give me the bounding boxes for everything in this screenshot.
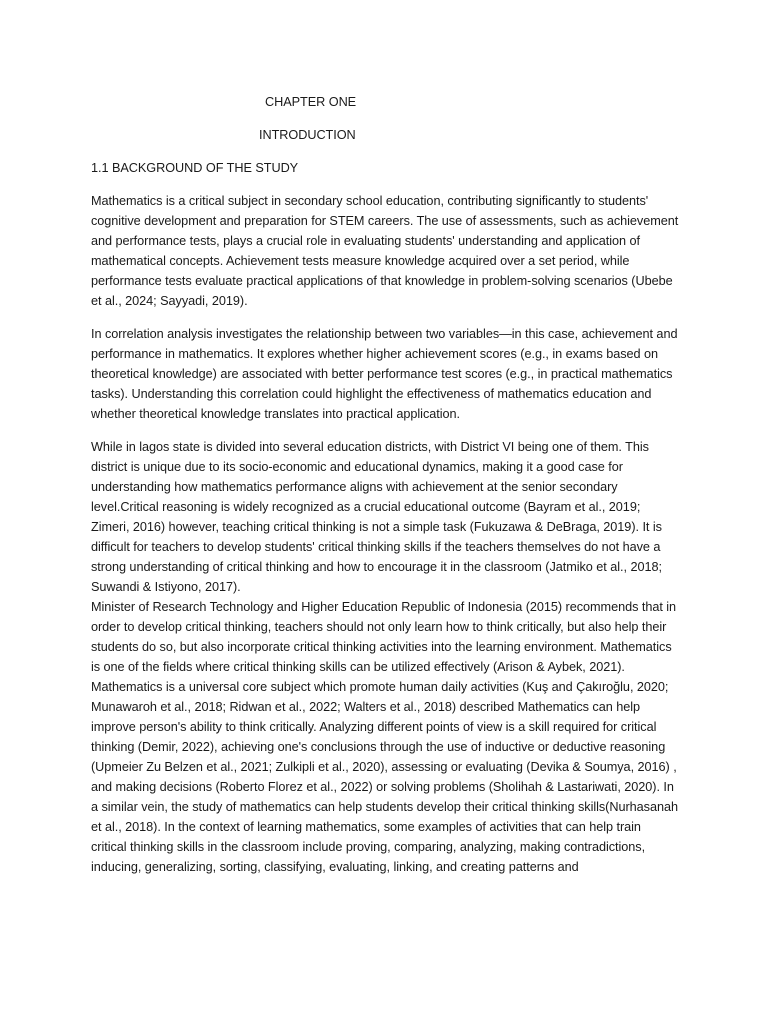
paragraph-mathematics-critical-thinking: Mathematics is a universal core subject which promote human daily activities (Kuş and Çakıroğlu, 2020; Munawaroh et al., 2018; Ridwan et al., 2022; Walters et al., 2018) described Mathematics can help improve person's ability to think critically. Analyzing different points of view is a skill required for critical thinking (Demir, 2022), achieving one's conclusions through the use of inductive or deductive reasoning (Upmeier Zu Belzen et al., 2021; Zulkipli et al., 2020), assessing or evaluating (Devika & Soumya, 2016) , and making decisions (Roberto Florez et al., 2022) or solving problems (Sholihah & Lastariwati, 2020). In a similar vein, the study of mathematics can help students develop their critical thinking skills(Nurhasanah et al., 2018). In the context of learning mathematics, some examples of activities that can help train critical thinking skills in the classroom include proving, comparing, analyzing, making contradictions, inducing, generalizing, sorting, classifying, evaluating, linking, and creating patterns and — [91, 680, 678, 874]
chapter-heading: CHAPTER ONE — [265, 95, 357, 109]
paragraph-minister: Minister of Research Technology and Higher Education Republic of Indonesia (2015) recommends that in order to develop critical thinking, teachers should not only learn how to think critically, but also help their students do so, but also incorporate critical thinking activities into the learning environment. Mathematics is one of the fields where critical thinking skills can be utilized effectively (Arison & Aybek, 2021). — [91, 600, 677, 674]
document-body — [91, 92, 679, 877]
paragraph-lagos-district: While in lagos state is divided into several education districts, with District VI being one of them. This district is unique due to its socio-economic and educational dynamics, making it a good case for understanding how mathematics performance aligns with achievement at the senior secondary level.Critical reasoning is widely recognized as a crucial educational outcome (Bayram et al., 2019; Zimeri, 2016) however, teaching critical thinking is not a simple task (Fukuzawa & DeBraga, 2019). It is difficult for teachers to develop students' critical thinking skills if the teachers themselves do not have a strong understanding of critical thinking and how to encourage it in the classroom (Jatmiko et al., 2018; Suwandi & Istiyono, 2017). — [91, 440, 662, 594]
paragraph-correlation: In correlation analysis investigates the relationship between two variables—in this case, achievement and performance in mathematics. It explores whether higher achievement scores (e.g., in exams based on theoretical knowledge) are associated with better performance test scores (e.g., in practical mathematics tasks). Understanding this correlation could highlight the effectiveness of mathematics education and whether theoretical knowledge translates into practical application. — [91, 327, 678, 421]
paragraph-assessments: Mathematics is a critical subject in secondary school education, contributing significantly to students' cognitive development and preparation for STEM careers. The use of assessments, such as achievement and performance tests, plays a crucial role in evaluating students' understanding and application of mathematical concepts. Achievement tests measure knowledge acquired over a set period, while performance tests evaluate practical applications of that knowledge in problem-solving scenarios (Ubebe et al., 2024; Sayyadi, 2019). — [91, 194, 679, 308]
section-heading: 1.1 BACKGROUND OF THE STUDY — [91, 161, 299, 175]
chapter-title: INTRODUCTION — [259, 128, 356, 142]
